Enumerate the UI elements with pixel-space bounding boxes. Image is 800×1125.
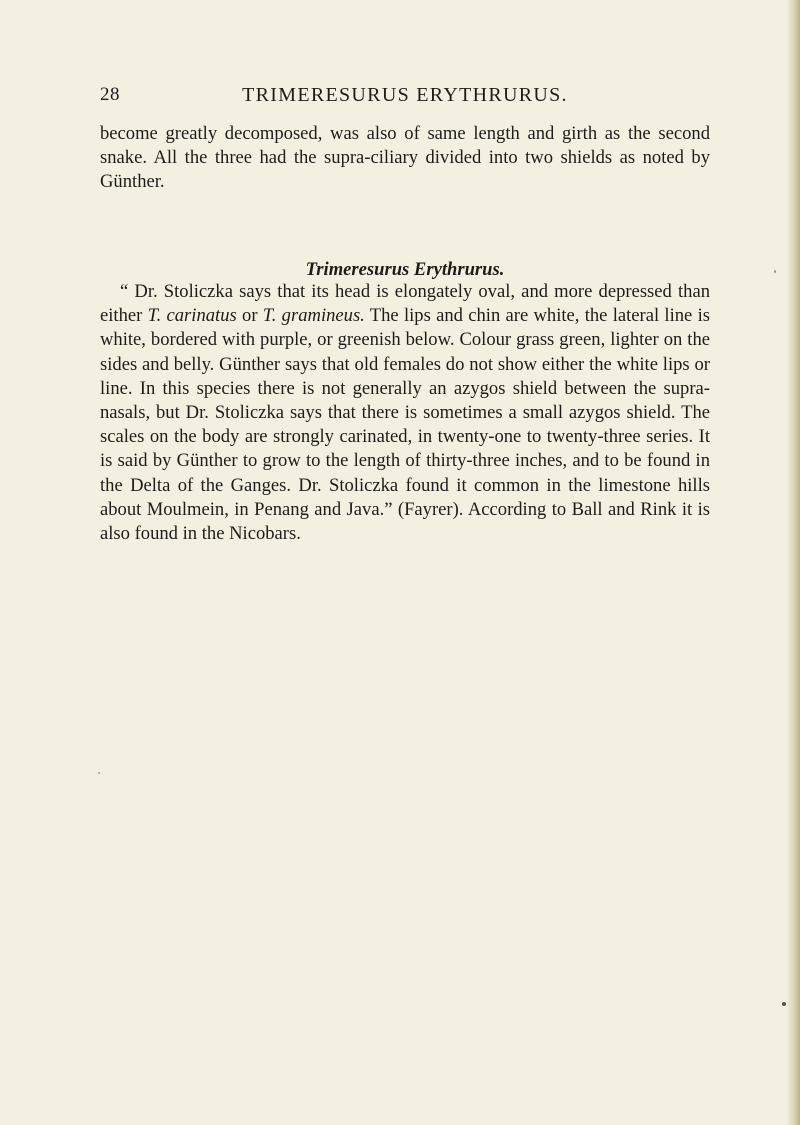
paper-speck bbox=[782, 1002, 786, 1006]
species-name-2: T. gramineus. bbox=[262, 305, 365, 327]
paragraph-2-part-1: “ Dr. Stoliczka says that its head is elongately oval, and more depressed than either bbox=[100, 281, 710, 327]
running-head: TRIMERESURUS ERYTHRURUS. bbox=[242, 84, 568, 106]
paragraph-2 bbox=[100, 280, 710, 546]
species-name-1: T. carinatus bbox=[147, 305, 237, 327]
paper-speck bbox=[98, 772, 100, 774]
paper-speck bbox=[774, 270, 776, 273]
paragraph-2-part-2: or bbox=[236, 305, 263, 327]
page-header bbox=[100, 84, 710, 114]
page-number: 28 bbox=[100, 84, 120, 105]
paragraph-1: become greatly decomposed, was also of same length and girth as the second snake. All the three had the supra-ciliary divided into two shields as noted by Günther. bbox=[100, 123, 710, 193]
section-title: Trimeresurus Erythrurus. bbox=[305, 259, 505, 280]
paragraph-2-part-3: The lips and chin are white, the lateral line is white, bordered with purple, or greenish below. Colour grass green, lighter on the sides and belly. Günther says that old females do not show either the white lips or line. In this species there is not generally an azygos shield between the supra-nasals, but Dr. Stoliczka says that there is sometimes a small azygos shield. The scales on the body are strongly carinated, in twenty-one to twenty-three series. It is said by Günther to grow to the length of thirty-three inches, and to be found in the Delta of the Ganges. Dr. Stoliczka found it common in the limestone hills about Moulmein, in Penang and Java.” (Fayrer). According to Ball and Rink it is also found in the Nicobars. bbox=[100, 305, 710, 545]
page-edge-shadow bbox=[786, 0, 800, 1125]
